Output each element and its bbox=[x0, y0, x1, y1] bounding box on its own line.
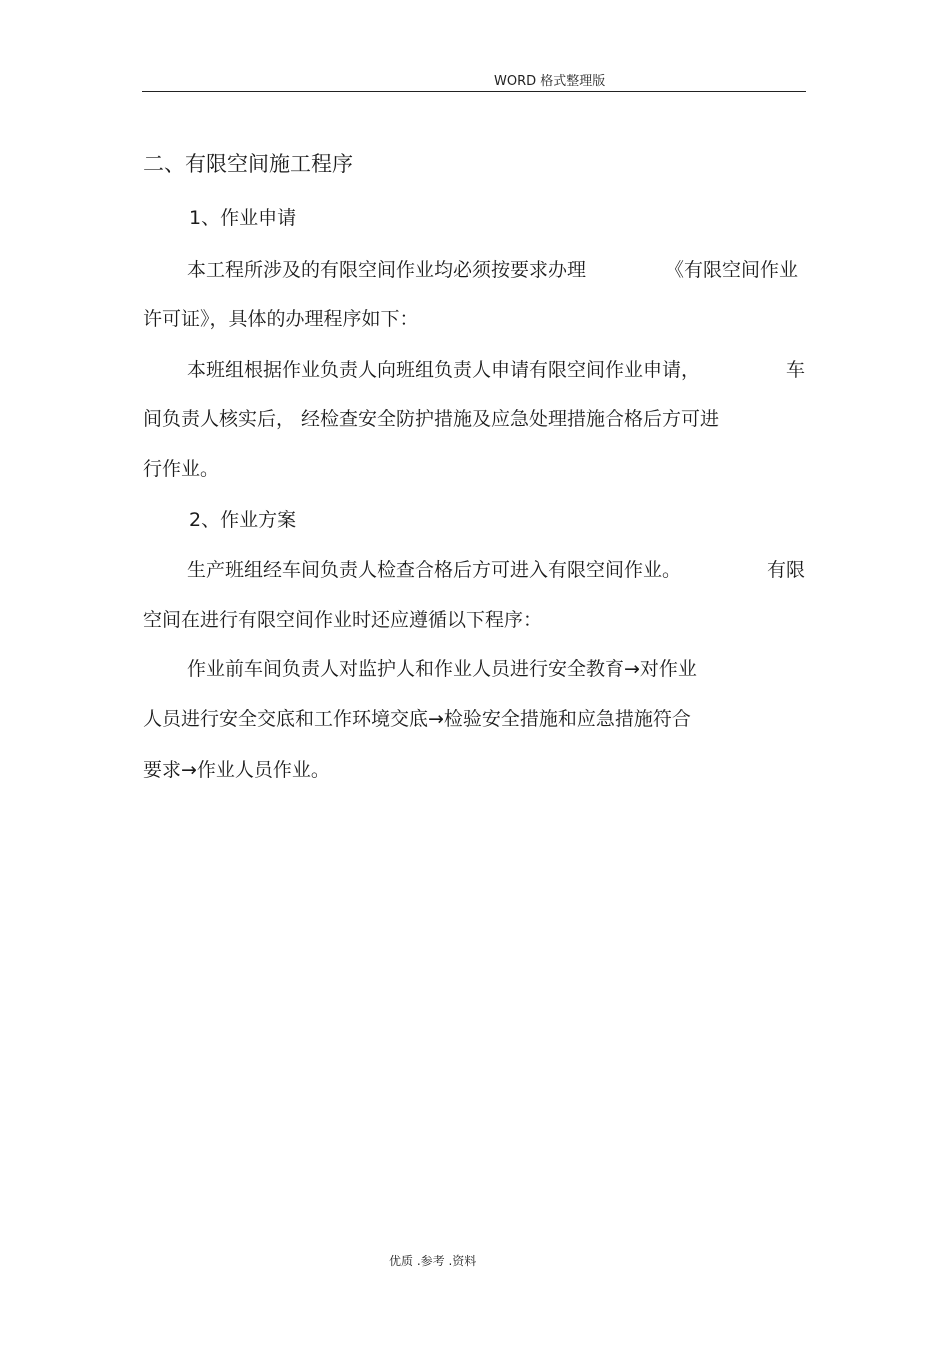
paragraph-line: 要求→作业人员作业。 bbox=[143, 759, 330, 781]
paragraph-line: 人员进行安全交底和工作环境交底→检验安全措施和应急措施符合 bbox=[143, 708, 691, 730]
paragraph-line: 作业前车间负责人对监护人和作业人员进行安全教育→对作业 bbox=[187, 658, 697, 680]
page-footer: 优质 .参考 .资料 bbox=[389, 1254, 477, 1268]
paragraph-line bbox=[187, 357, 805, 383]
page-header-title: WORD 格式整理版 bbox=[494, 74, 606, 89]
text-segment: 本班组根据作业负责人向班组负责人申请有限空间作业申请， bbox=[187, 359, 701, 381]
paragraph-line bbox=[187, 557, 805, 583]
paragraph-line: 空间在进行有限空间作业时还应遵循以下程序： bbox=[143, 609, 543, 631]
text-segment: 本工程所涉及的有限空间作业均必须按要求办理 bbox=[187, 259, 587, 281]
paragraph-line bbox=[187, 257, 798, 283]
header-divider bbox=[142, 91, 806, 92]
subsection-heading-plan: 2、作业方案 bbox=[189, 509, 297, 531]
paragraph-line: 行作业。 bbox=[143, 458, 220, 480]
text-segment: 《有限空间作业 bbox=[664, 259, 798, 281]
paragraph-line: 许可证》，具体的办理程序如下： bbox=[143, 308, 419, 330]
subsection-heading-application: 1、作业申请 bbox=[189, 207, 297, 229]
paragraph-line: 间负责人核实后， 经检查安全防护措施及应急处理措施合格后方可进 bbox=[143, 408, 720, 430]
text-segment: 有限 bbox=[766, 559, 805, 581]
text-segment: 车 bbox=[785, 359, 805, 381]
text-segment: 生产班组经车间负责人检查合格后方可进入有限空间作业。 bbox=[187, 559, 682, 581]
section-title: 二、有限空间施工程序 bbox=[143, 152, 353, 176]
